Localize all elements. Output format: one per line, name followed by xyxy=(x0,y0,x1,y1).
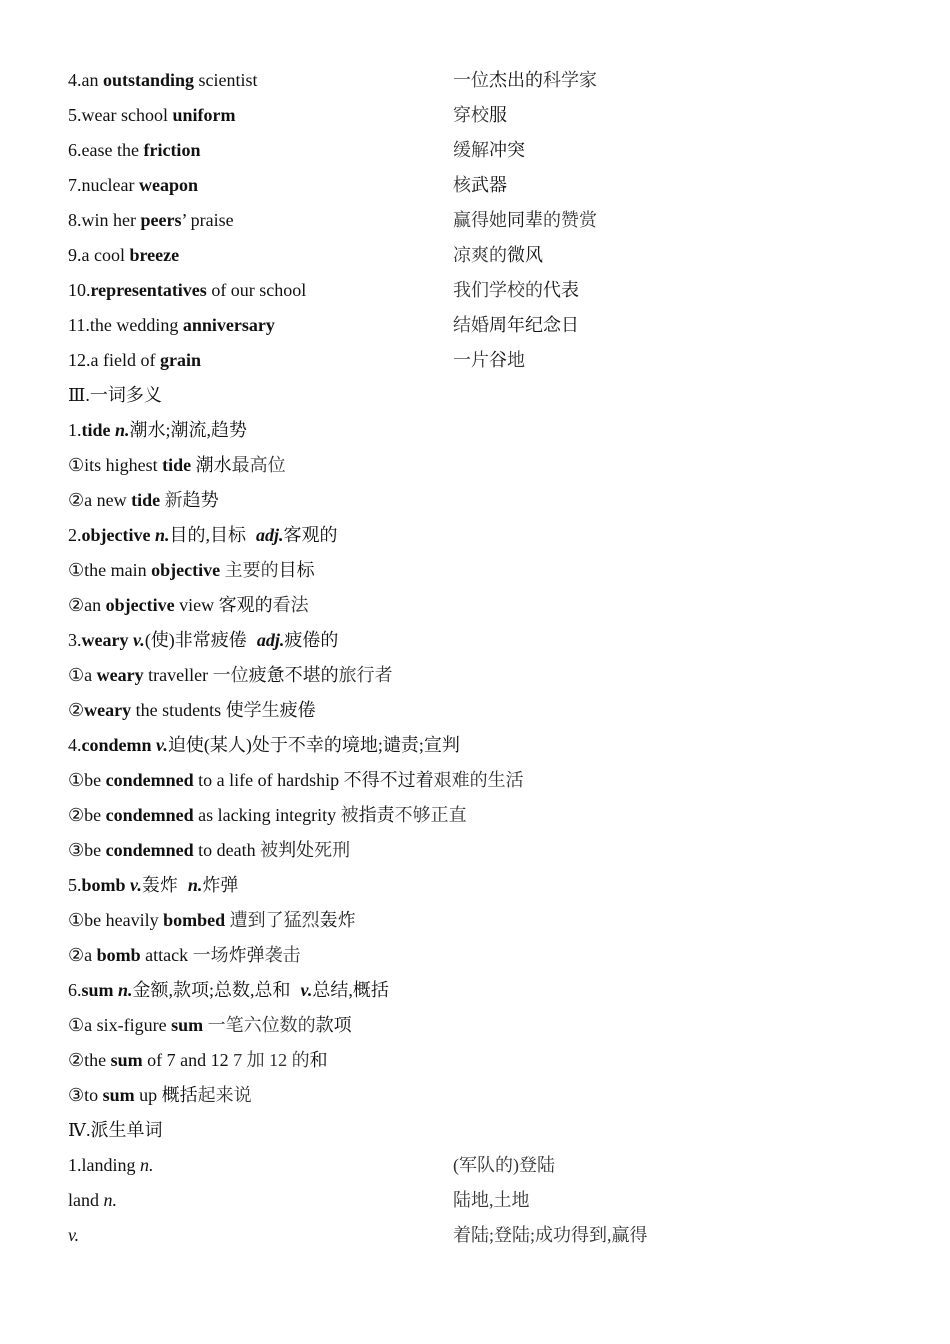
phrase-en: 10.representatives of our school xyxy=(68,280,307,300)
example-line: ③to sum up 概括起来说 xyxy=(68,1085,252,1105)
polysemy-entry-heading: 5.bomb v.轰炸 n.炸弹 xyxy=(68,875,239,895)
phrase-row xyxy=(68,273,908,308)
polysemy-entry-heading: 6.sum n.金额,款项;总数,总和 v.总结,概括 xyxy=(68,980,389,1000)
polysemy-entry-heading: 2.objective n.目的,目标 adj.客观的 xyxy=(68,525,338,545)
phrase-row xyxy=(68,133,908,168)
derived-cn: (军队的)登陆 xyxy=(453,1155,555,1175)
phrase-en: 9.a cool breeze xyxy=(68,245,180,265)
polysemy-entry-heading: 3.weary v.(使)非常疲倦 adj.疲倦的 xyxy=(68,630,339,650)
phrase-row xyxy=(68,63,908,98)
derived-cn: 陆地,土地 xyxy=(453,1190,530,1210)
phrase-row xyxy=(68,308,908,343)
derived-row xyxy=(68,1148,908,1183)
polysemy-entry-heading: 1.tide n.潮水;潮流,趋势 xyxy=(68,420,248,440)
example-line: ①be heavily bombed 遭到了猛烈轰炸 xyxy=(68,910,356,930)
derived-en: land n. xyxy=(68,1190,117,1210)
example-line: ②weary the students 使学生疲倦 xyxy=(68,700,316,720)
example-line: ①the main objective 主要的目标 xyxy=(68,560,315,580)
example-line: ①its highest tide 潮水最高位 xyxy=(68,455,286,475)
derived-cn: 着陆;登陆;成功得到,赢得 xyxy=(453,1225,648,1245)
derived-row xyxy=(68,1183,908,1218)
phrase-en: 5.wear school uniform xyxy=(68,105,236,125)
phrase-row xyxy=(68,168,908,203)
phrase-en: 12.a field of grain xyxy=(68,350,201,370)
phrase-cn: 凉爽的微风 xyxy=(453,245,543,265)
example-line: ②be condemned as lacking integrity 被指责不够正直 xyxy=(68,805,467,825)
phrase-en: 7.nuclear weapon xyxy=(68,175,198,195)
example-line: ①a weary traveller 一位疲惫不堪的旅行者 xyxy=(68,665,393,685)
example-line: ②the sum of 7 and 12 7 加 12 的和 xyxy=(68,1050,328,1070)
example-line: ①be condemned to a life of hardship 不得不过着艰难的生活 xyxy=(68,770,524,790)
example-line: ③be condemned to death 被判处死刑 xyxy=(68,840,351,860)
derived-en: v. xyxy=(68,1225,80,1245)
example-line: ②an objective view 客观的看法 xyxy=(68,595,309,615)
section-heading-derived-words: Ⅳ.派生单词 xyxy=(68,1120,163,1140)
phrase-en: 11.the wedding anniversary xyxy=(68,315,275,335)
phrase-row xyxy=(68,98,908,133)
phrase-cn: 一片谷地 xyxy=(453,350,525,370)
example-line: ②a new tide 新趋势 xyxy=(68,490,219,510)
example-line: ②a bomb attack 一场炸弹袭击 xyxy=(68,945,301,965)
phrase-cn: 结婚周年纪念日 xyxy=(453,315,579,335)
example-line: ①a six-figure sum 一笔六位数的款项 xyxy=(68,1015,352,1035)
phrase-cn: 赢得她同辈的赞赏 xyxy=(453,210,597,230)
derived-row xyxy=(68,1218,908,1253)
phrase-cn: 一位杰出的科学家 xyxy=(453,70,597,90)
phrase-row xyxy=(68,203,908,238)
derived-en: 1.landing n. xyxy=(68,1155,154,1175)
section-heading-polysemy: Ⅲ.一词多义 xyxy=(68,385,162,405)
phrase-cn: 核武器 xyxy=(453,175,507,195)
phrase-cn: 穿校服 xyxy=(453,105,507,125)
phrase-row xyxy=(68,343,908,378)
polysemy-entry-heading: 4.condemn v.迫使(某人)处于不幸的境地;谴责;宣判 xyxy=(68,735,460,755)
phrase-row xyxy=(68,238,908,273)
document-page xyxy=(68,63,908,1253)
phrase-en: 8.win her peers’ praise xyxy=(68,210,234,230)
phrase-en: 6.ease the friction xyxy=(68,140,201,160)
phrase-en: 4.an outstanding scientist xyxy=(68,70,258,90)
phrase-list xyxy=(68,63,908,378)
phrase-cn: 缓解冲突 xyxy=(453,140,525,160)
phrase-cn: 我们学校的代表 xyxy=(453,280,579,300)
